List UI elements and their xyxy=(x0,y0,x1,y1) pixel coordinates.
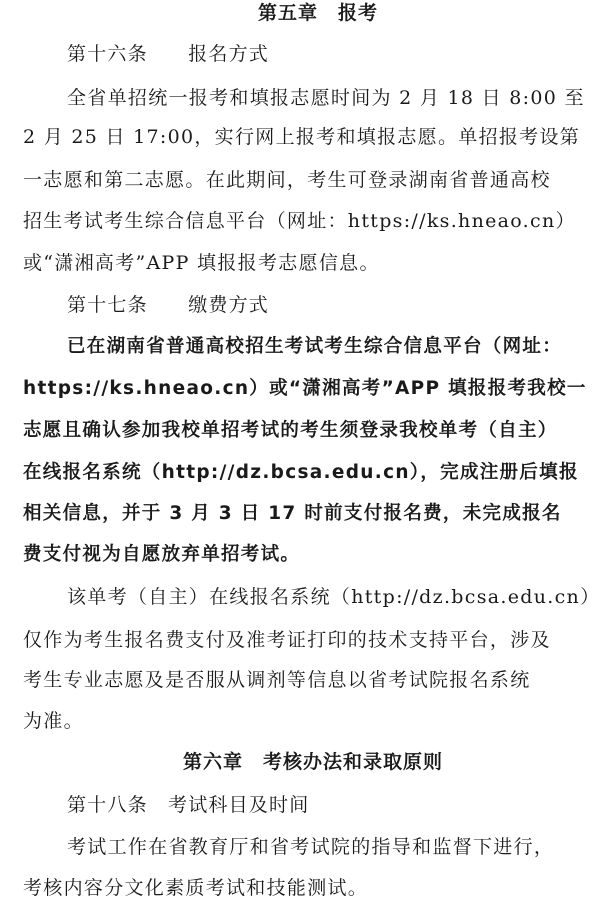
article-17-line: 仅作为考生报名费支付及准考证打印的技术支持平台，涉及 xyxy=(23,629,551,651)
article-18-line: 考核内容分文化素质考试和技能测试。 xyxy=(23,877,369,899)
article-16-line: 一志愿和第二志愿。在此期间，考生可登录湖南省普通高校 xyxy=(23,169,551,191)
article-17-line: 该单考（自主）在线报名系统（http://dz.bcsa.edu.cn） xyxy=(67,586,601,608)
article-17-heading: 第十七条 缴费方式 xyxy=(67,294,270,316)
article-17-bold-line: 志愿且确认参加我校单招考试的考生须登录我校单考（自主） xyxy=(23,420,558,441)
article-17-bold-line: https://ks.hneao.cn）或“潇湘高考”APP 填报报考我校一 xyxy=(23,378,587,399)
article-17-line: 考生专业志愿及是否服从调剂等信息以省考试院报名系统 xyxy=(23,669,531,691)
article-17-bold-line: 费支付视为自愿放弃单招考试。 xyxy=(23,544,301,565)
article-16-line: 招生考试考生综合信息平台（网址：https://ks.hneao.cn） xyxy=(23,210,576,232)
article-18-heading: 第十八条 考试科目及时间 xyxy=(67,794,310,816)
article-16-line: 全省单招统一报考和填报志愿时间为 2 月 18 日 8:00 至 xyxy=(67,87,585,109)
chapter-6-title: 第六章 考核办法和录取原则 xyxy=(183,751,444,773)
article-17-bold-line: 相关信息，并于 3 月 3 日 17 时前支付报名费，未完成报名 xyxy=(23,503,562,524)
article-17-line: 为准。 xyxy=(23,710,84,732)
article-17-bold-line: 在线报名系统（http://dz.bcsa.edu.cn），完成注册后填报 xyxy=(23,462,579,483)
article-16-line: 或“潇湘高考”APP 填报报考志愿信息。 xyxy=(23,252,380,274)
article-16-heading: 第十六条 报名方式 xyxy=(67,43,270,65)
article-18-line: 考试工作在省教育厅和省考试院的指导和监督下进行， xyxy=(67,836,555,858)
chapter-5-title: 第五章 报考 xyxy=(258,2,379,24)
article-17-bold-line: 已在湖南省普通高校招生考试考生综合信息平台（网址： xyxy=(67,336,563,357)
article-16-line: 2 月 25 日 17:00，实行网上报考和填报志愿。单招报考设第 xyxy=(23,126,581,148)
